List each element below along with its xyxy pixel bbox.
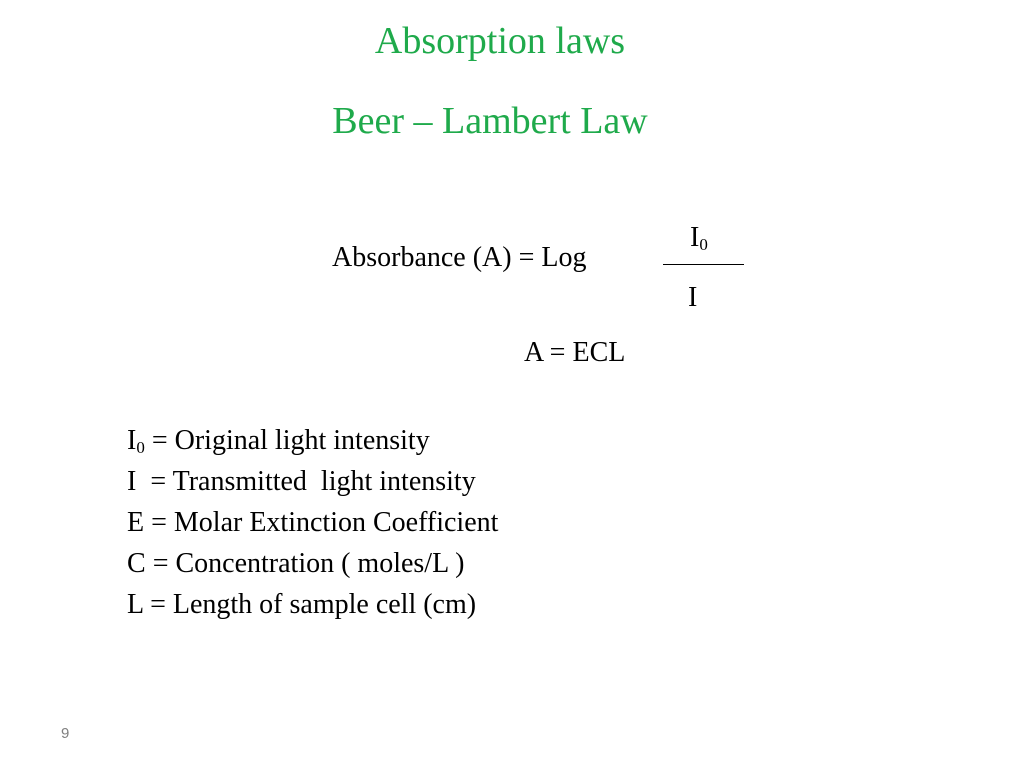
definition-symbol: L: [127, 589, 144, 620]
definition-symbol: C: [127, 548, 146, 579]
definition-item: [127, 502, 498, 543]
page-number: 9: [61, 725, 70, 742]
definition-text: = Original light intensity: [144, 425, 430, 456]
definition-text: = Molar Extinction Coefficient: [144, 507, 499, 538]
fraction-bar: [663, 264, 744, 265]
definition-symbol: I: [127, 466, 137, 497]
definition-symbol: I: [127, 425, 137, 456]
absorbance-formula-lhs: Absorbance (A) = Log: [332, 242, 587, 273]
definition-text: = Concentration ( moles/L ): [145, 548, 465, 579]
slide-title: Absorption laws: [374, 20, 626, 62]
definitions-list: [127, 420, 498, 625]
fraction-numerator: [690, 224, 708, 253]
definition-text: = Transmitted light intensity: [136, 466, 476, 497]
definition-text: = Length of sample cell (cm): [143, 589, 477, 620]
numerator-subscript: 0: [699, 235, 708, 254]
fraction-denominator: I: [688, 282, 698, 313]
definition-item: [127, 461, 498, 502]
definition-symbol: E: [127, 507, 145, 538]
definition-subscript: 0: [136, 438, 145, 457]
definition-item: [127, 584, 498, 625]
slide-subtitle: Beer – Lambert Law: [332, 100, 648, 142]
definition-item: [127, 420, 498, 461]
definition-item: [127, 543, 498, 584]
numerator-base: I: [690, 222, 700, 253]
ecl-equation: A = ECL: [524, 337, 626, 368]
